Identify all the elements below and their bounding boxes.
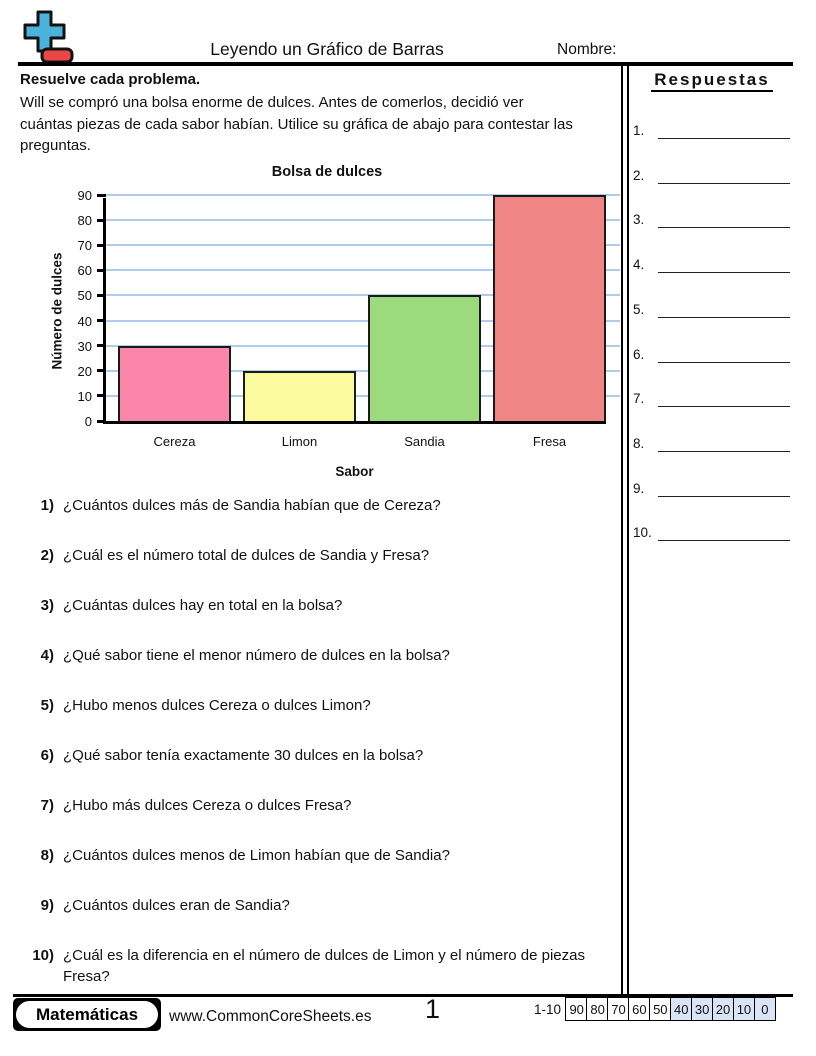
answers-panel	[632, 67, 792, 567]
answer-blank-line	[658, 362, 790, 363]
y-tick-label: 20	[77, 363, 92, 379]
y-tick-label: 60	[77, 263, 92, 279]
header-rule	[18, 62, 793, 66]
score-cell: 20	[712, 997, 735, 1021]
answer-blank-line	[658, 183, 790, 184]
score-cell: 40	[670, 997, 693, 1021]
question-number: 9)	[40, 897, 54, 914]
column-divider	[621, 66, 629, 995]
brand-badge-label: Matemáticas	[16, 1001, 158, 1028]
worksheet-title: Leyendo un Gráfico de Barras	[210, 39, 444, 59]
question-list	[18, 495, 618, 1016]
question-text: ¿Cuántos dulces eran de Sandia?	[63, 897, 290, 914]
answer-row	[632, 477, 790, 497]
answer-row	[632, 208, 790, 228]
name-label: Nombre:	[557, 41, 617, 58]
answer-row	[632, 164, 790, 184]
question-number: 2)	[40, 547, 54, 564]
question-number: 1)	[40, 497, 54, 514]
answer-number: 2.	[633, 167, 645, 183]
instructions-lead: Resuelve cada problema.	[20, 71, 201, 88]
score-cell: 90	[565, 997, 588, 1021]
question-number: 7)	[40, 797, 54, 814]
score-range-label: 1-10	[534, 1001, 562, 1017]
answer-row	[632, 387, 790, 407]
x-tick-label: Sandia	[404, 434, 445, 449]
instructions-text: Will se compró una bolsa enorme de dulces. Antes de comerlos, decidió ver cuántas piezas de cada sabor habían. Utilice su gráfica de abajo para contestar las preguntas.	[20, 94, 573, 154]
question-item	[18, 595, 618, 616]
bar-chart	[18, 160, 622, 490]
answer-blank-line	[658, 317, 790, 318]
score-cell: 70	[607, 997, 630, 1021]
x-tick-label: Fresa	[532, 434, 567, 449]
question-text: ¿Hubo más dulces Cereza o dulces Fresa?	[63, 797, 352, 814]
question-text: ¿Qué sabor tenía exactamente 30 dulces en la bolsa?	[63, 747, 424, 764]
answer-blank-line	[658, 496, 790, 497]
bar-cereza	[118, 346, 231, 421]
y-tick-label: 50	[77, 288, 92, 304]
bar-limon	[243, 371, 356, 421]
y-axis-label: Número de dulces	[49, 252, 65, 370]
question-number: 3)	[40, 597, 54, 614]
x-tick-label: Limon	[281, 434, 318, 449]
answer-blank-line	[658, 227, 790, 228]
y-tick-mark	[97, 369, 106, 372]
y-tick-mark	[97, 244, 106, 247]
question-text: ¿Cuántos dulces menos de Limon habían que de Sandia?	[63, 847, 450, 864]
x-tick-label: Cereza	[153, 434, 196, 449]
question-item	[18, 695, 618, 716]
question-number: 8)	[40, 847, 54, 864]
y-tick-label: 40	[77, 313, 92, 329]
website-text: www.CommonCoreSheets.es	[169, 1008, 372, 1025]
answer-blank-line	[658, 406, 790, 407]
answer-number: 9.	[633, 480, 645, 496]
answers-title-text: Respuestas	[651, 70, 772, 92]
question-item	[18, 845, 618, 866]
answers-title	[632, 70, 792, 90]
score-cell: 0	[754, 997, 777, 1021]
answer-number: 8.	[633, 435, 645, 451]
question-item	[18, 495, 618, 516]
y-tick-label: 0	[84, 414, 92, 429]
score-cell: 80	[586, 997, 609, 1021]
answer-number: 6.	[633, 346, 645, 362]
question-text: ¿Cuántas dulces hay en total en la bolsa?	[63, 597, 343, 614]
bar-fresa	[493, 195, 606, 421]
y-tick-mark	[97, 219, 106, 222]
plus-minus-math-logo-icon	[14, 9, 76, 64]
question-text: ¿Cuántos dulces más de Sandia habían que de Cereza?	[63, 497, 441, 514]
score-cell: 50	[649, 997, 672, 1021]
page-number: 1	[425, 994, 441, 1024]
answer-number: 3.	[633, 212, 645, 228]
y-tick-label: 70	[77, 238, 92, 254]
question-text: ¿Cuál es la diferencia en el número de dulces de Limon y el número de piezas Fresa?	[63, 947, 585, 985]
answer-blank-line	[658, 540, 790, 541]
y-tick-mark	[97, 269, 106, 272]
chart-title: Bolsa de dulces	[271, 164, 383, 180]
x-axis-label: Sabor	[335, 464, 374, 479]
y-tick-label: 10	[77, 388, 92, 404]
score-cell: 60	[628, 997, 651, 1021]
answer-number: 10.	[633, 525, 652, 541]
question-text: ¿Hubo menos dulces Cereza o dulces Limon?	[63, 697, 371, 714]
y-tick-mark	[97, 194, 106, 197]
question-item	[18, 545, 618, 566]
question-number: 10)	[32, 947, 54, 964]
y-tick-mark	[97, 394, 106, 397]
bar-sandia	[368, 295, 481, 421]
answer-row	[632, 432, 790, 452]
y-tick-mark	[97, 344, 106, 347]
score-cell: 10	[733, 997, 756, 1021]
plot-area	[77, 188, 606, 449]
score-cell: 30	[691, 997, 714, 1021]
brand-badge	[13, 998, 161, 1031]
question-number: 4)	[40, 647, 54, 664]
answer-row	[632, 343, 790, 363]
question-text: ¿Qué sabor tiene el menor número de dulces en la bolsa?	[63, 647, 450, 664]
answer-blank-line	[658, 272, 790, 273]
y-tick-label: 90	[77, 188, 92, 203]
y-tick-mark	[97, 319, 106, 322]
answer-number: 1.	[633, 123, 645, 138]
y-tick-label: 30	[77, 338, 92, 354]
answer-blank-line	[658, 138, 790, 139]
question-text: ¿Cuál es el número total de dulces de Sandia y Fresa?	[63, 547, 430, 564]
score-strip	[534, 997, 776, 1021]
question-item	[18, 795, 618, 816]
answer-number: 5.	[633, 301, 645, 317]
question-item	[18, 895, 618, 916]
answer-row	[632, 298, 790, 318]
answer-row	[632, 253, 790, 273]
question-number: 6)	[40, 747, 54, 764]
question-item	[18, 745, 618, 766]
question-number: 5)	[40, 697, 54, 714]
answer-number: 7.	[633, 391, 645, 407]
y-tick-mark	[97, 420, 106, 423]
answer-blank-line	[658, 451, 790, 452]
y-tick-label: 80	[77, 213, 92, 229]
question-item	[18, 645, 618, 666]
answer-row	[632, 119, 790, 139]
answer-number: 4.	[633, 257, 645, 273]
question-item	[18, 945, 618, 987]
answer-row	[632, 521, 790, 541]
y-tick-mark	[97, 294, 106, 297]
